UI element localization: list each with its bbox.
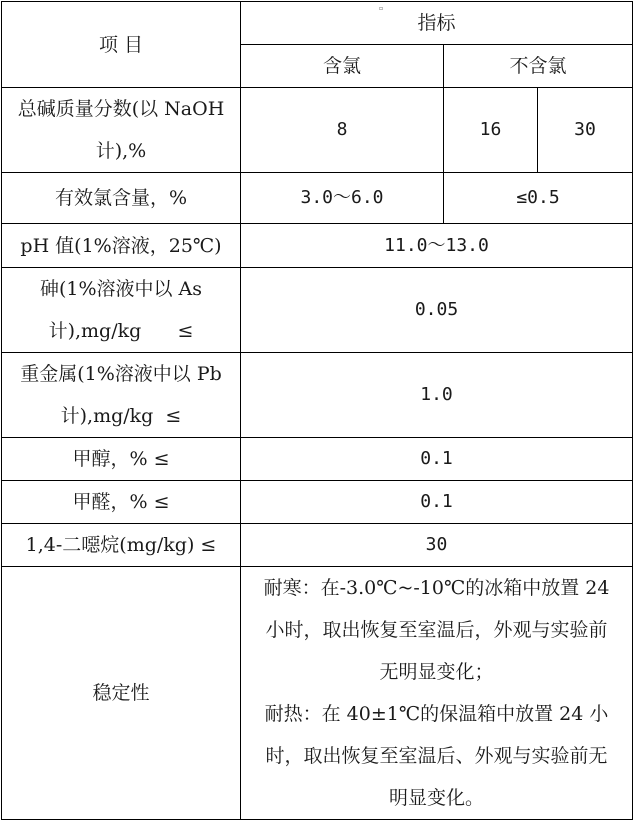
table-row: [2, 88, 633, 173]
table-cell: 16: [444, 88, 538, 173]
small-mark: ▫: [379, 5, 384, 12]
row-label-line: 计),mg/kg ≤: [48, 320, 194, 342]
table-cell: 0.05: [241, 268, 633, 353]
table-cell: 1.0: [241, 353, 633, 438]
table-cell: 8: [241, 88, 444, 173]
table-cell: 0.1: [241, 438, 633, 481]
table-cell: ≤0.5: [444, 173, 633, 224]
table-row: [2, 268, 633, 353]
row-label-line: 计),%: [95, 140, 147, 162]
row-label: 甲醇，% ≤: [2, 438, 241, 481]
row-label: [2, 268, 241, 353]
header-with-chlorine: 含氯: [241, 45, 444, 88]
spec-table: [1, 1, 633, 820]
header-without-chlorine: 不含氯: [444, 45, 633, 88]
row-label-line: 砷(1%溶液中以 As: [39, 278, 203, 300]
header-row: [2, 2, 633, 45]
row-label-line: 总碱质量分数(以 NaOH: [17, 98, 225, 120]
row-label: 有效氯含量，%: [2, 173, 241, 224]
row-label: 甲醛，% ≤: [2, 481, 241, 524]
row-label: 1,4-二噁烷(mg/kg) ≤: [2, 524, 241, 567]
table-row: [2, 524, 633, 567]
header-indicator: 指标: [241, 2, 633, 45]
table-cell: 11.0～13.0: [241, 224, 633, 268]
header-item: 项 目: [2, 2, 241, 88]
table-row: [2, 481, 633, 524]
stability-line: 耐寒：在-3.0℃~-10℃的冰箱中放置 24: [263, 577, 610, 599]
table-cell: 3.0～6.0: [241, 173, 444, 224]
stability-line: 小时，取出恢复至室温后，外观与实验前: [265, 619, 608, 641]
table-cell: 0.1: [241, 481, 633, 524]
table-row: [2, 438, 633, 481]
stability-description: [241, 567, 633, 820]
row-label: [2, 353, 241, 438]
row-label-line: 计),mg/kg ≤: [60, 405, 182, 427]
row-label-line: 重金属(1%溶液中以 Pb: [20, 363, 222, 385]
stability-line: 耐热：在 40±1℃的保温箱中放置 24 小: [264, 703, 609, 725]
row-label: [2, 88, 241, 173]
table-row: [2, 224, 633, 268]
table-row: [2, 173, 633, 224]
table-cell: 30: [538, 88, 633, 173]
table-row: [2, 353, 633, 438]
stability-line: 明显变化。: [389, 787, 485, 809]
row-label: 稳定性: [2, 567, 241, 820]
table-cell: 30: [241, 524, 633, 567]
stability-line: 无明显变化；: [379, 661, 494, 683]
row-label: pH 值(1%溶液，25℃): [2, 224, 241, 268]
table-row: [2, 567, 633, 820]
stability-line: 时，取出恢复至室温后、外观与实验前无: [265, 745, 608, 767]
